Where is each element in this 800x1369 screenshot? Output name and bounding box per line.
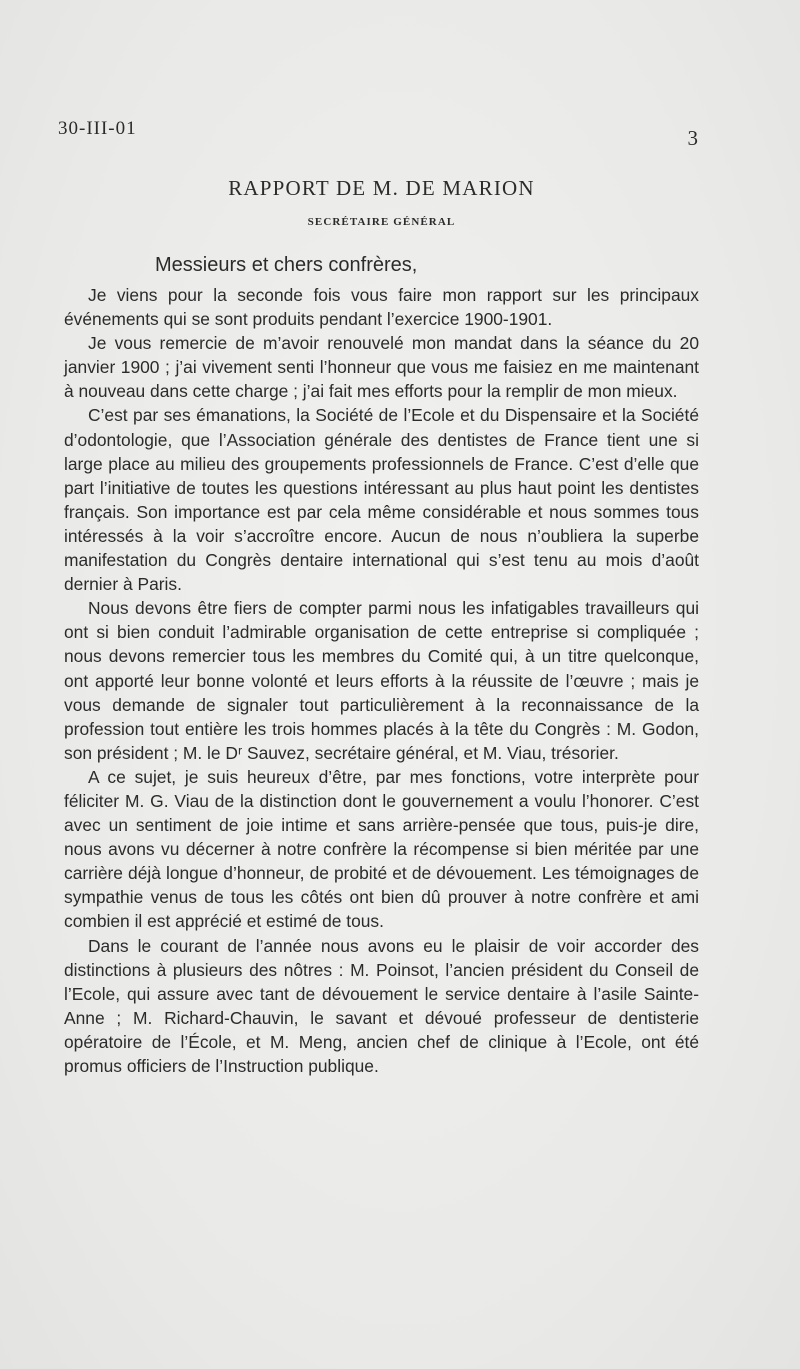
page-header	[58, 118, 698, 148]
report-title: RAPPORT DE M. DE MARION	[228, 176, 535, 200]
report-subtitle: SECRÉTAIRE GÉNÉRAL	[307, 216, 456, 228]
page-number: 3	[687, 126, 698, 150]
report-body	[64, 283, 699, 1078]
salutation: Messieurs et chers confrères,	[155, 254, 418, 276]
paragraph: Je viens pour la seconde fois vous faire mon rapport sur les principaux événements qui se sont produits pendant l’exercice 1900-1901.	[64, 285, 699, 330]
paragraph: Dans le courant de l’année nous avons eu le plaisir de voir accorder des distinctions à plusieurs des nôtres : M. Poinsot, l’ancien président du Conseil de l’Ecole, qui assure avec tant de dévouement le service dentaire à l’asile Sainte-Anne ; M. Richard-Chauvin, le savant et dévoué professeur de dentisterie opératoire de l’École, et M. Meng, ancien chef de clinique à l’Ecole, ont été promus officiers de l’Instruction publique.	[64, 935, 699, 1076]
folio-date: 30-III-01	[58, 118, 137, 139]
paragraph: Je vous remercie de m’avoir renouvelé mon mandat dans la séance du 20 janvier 1900 ; j’ai vivement senti l’honneur que vous me faisiez en me maintenant à nouveau dans cette charge ; j’ai fait mes efforts pour la remplir de mon mieux.	[64, 333, 699, 402]
paragraph: A ce sujet, je suis heureux d’être, par mes fonctions, votre interprète pour féliciter M. G. Viau de la distinction dont le gouvernement a voulu l’honorer. C’est avec un sentiment de joie intime et sans arrière-pensée que tous, puis-je dire, nous avons vu décerner à notre confrère la récompense si bien méritée par une carrière déjà longue d’honneur, de probité et de dévouement. Les témoignages de sympathie venus de tous les côtés ont bien dû prouver à notre confrère et ami combien il est apprécié et estimé de tous.	[64, 766, 699, 932]
paragraph: Nous devons être fiers de compter parmi nous les infatigables travailleurs qui ont si bien conduit l’admirable organisation de cette entreprise si compliquée ; nous devons remercier tous les membres du Comité qui, à un titre quelconque, ont apporté leur bonne volonté et leurs efforts à la réussite de l’œuvre ; mais je vous demande de signaler tout particulièrement à la reconnaissance de la profession tout entière les trois hommes placés à la tête du Congrès : M. Godon, son président ; M. le Dʳ Sauvez, secrétaire général, et M. Viau, trésorier.	[64, 598, 699, 763]
paragraph: C’est par ses émanations, la Société de l’Ecole et du Dispensaire et la Société d’odontologie, que l’Association générale des dentistes de France tient une si large place au milieu des groupements professionnels de France. C’est d’elle que part l’initiative de toutes les questions intéressant au plus haut point les dentistes français. Son importance est par cela même considérable et nous sommes tous intéressés à la voir s’accroître encore. Aucun de nous n’oubliera la superbe manifestation du Congrès dentaire international qui s’est tenu au mois d’août dernier à Paris.	[64, 405, 699, 595]
